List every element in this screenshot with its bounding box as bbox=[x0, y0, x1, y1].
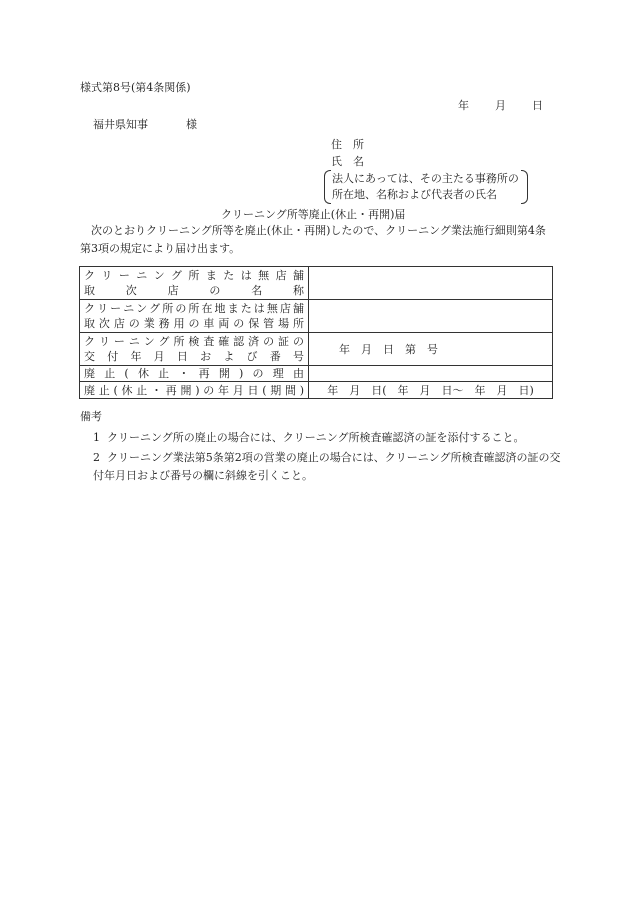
row-label bbox=[80, 333, 309, 366]
row-label: 廃止(休止・再開)の理由 bbox=[80, 366, 309, 382]
note-number: 1 bbox=[93, 431, 100, 444]
note-text: クリーニング業法第5条第2項の営業の廃止の場合には、クリーニング所検査確認済の証の交付年月日および番号の欄に斜線を引くこと。 bbox=[93, 451, 561, 482]
row-label-line: クリーニング所の所在地または無店舗 bbox=[84, 302, 304, 315]
date-year: 年 bbox=[458, 99, 469, 112]
row-value[interactable] bbox=[309, 267, 553, 300]
left-bracket bbox=[324, 170, 331, 204]
table-row bbox=[80, 300, 553, 333]
row-label bbox=[80, 267, 309, 300]
note-item bbox=[93, 431, 525, 445]
row-value[interactable] bbox=[309, 366, 553, 382]
form-table bbox=[79, 266, 553, 399]
table-row bbox=[80, 267, 553, 300]
row-label-line: 交付年月日および番号 bbox=[84, 350, 304, 363]
addressee-name: 福井県知事 bbox=[93, 118, 148, 131]
intro-paragraph: 次のとおりクリーニング所等を廃止(休止・再開)したので、クリーニング業法施行細則第4条第3項の規定により届け出ます。 bbox=[80, 224, 546, 255]
date-line bbox=[458, 99, 543, 113]
row-label-line: 取次店の業務用の車両の保管場所 bbox=[84, 317, 304, 330]
notes-title: 備考 bbox=[80, 410, 102, 423]
row-label-line: クリーニング所検査確認済の証の bbox=[84, 335, 304, 348]
row-label: 廃止(休止・再開)の年月日(期間) bbox=[80, 382, 309, 399]
row-value[interactable]: 年 月 日( 年 月 日〜 年 月 日) bbox=[309, 382, 553, 399]
addressee-honorific: 様 bbox=[186, 118, 197, 131]
address-label: 住 所 bbox=[331, 138, 364, 151]
corporation-note bbox=[324, 170, 530, 204]
table-row bbox=[80, 366, 553, 382]
right-bracket bbox=[521, 170, 528, 204]
document-title: クリーニング所等廃止(休止・再開)届 bbox=[221, 208, 406, 221]
table-row bbox=[80, 382, 553, 399]
note-text: クリーニング所の廃止の場合には、クリーニング所検査確認済の証を添付すること。 bbox=[107, 431, 525, 444]
row-value[interactable]: 年 月 日 第 号 bbox=[309, 333, 553, 366]
addressee bbox=[93, 118, 197, 132]
row-value[interactable] bbox=[309, 300, 553, 333]
row-label-line: クリーニング所または無店舗 bbox=[84, 269, 304, 282]
date-month: 月 bbox=[495, 99, 506, 112]
date-day: 日 bbox=[532, 99, 543, 112]
row-label-line: 取次店の名称 bbox=[84, 284, 304, 297]
form-number-label: 様式第8号(第4条関係) bbox=[80, 81, 191, 94]
row-label bbox=[80, 300, 309, 333]
corp-note-line-2: 所在地、名称および代表者の氏名 bbox=[332, 188, 497, 201]
name-label: 氏 名 bbox=[331, 155, 364, 168]
note-number: 2 bbox=[93, 451, 100, 464]
note-item bbox=[93, 449, 563, 485]
corp-note-line-1: 法人にあっては、その主たる事務所の bbox=[332, 172, 519, 185]
table-row bbox=[80, 333, 553, 366]
